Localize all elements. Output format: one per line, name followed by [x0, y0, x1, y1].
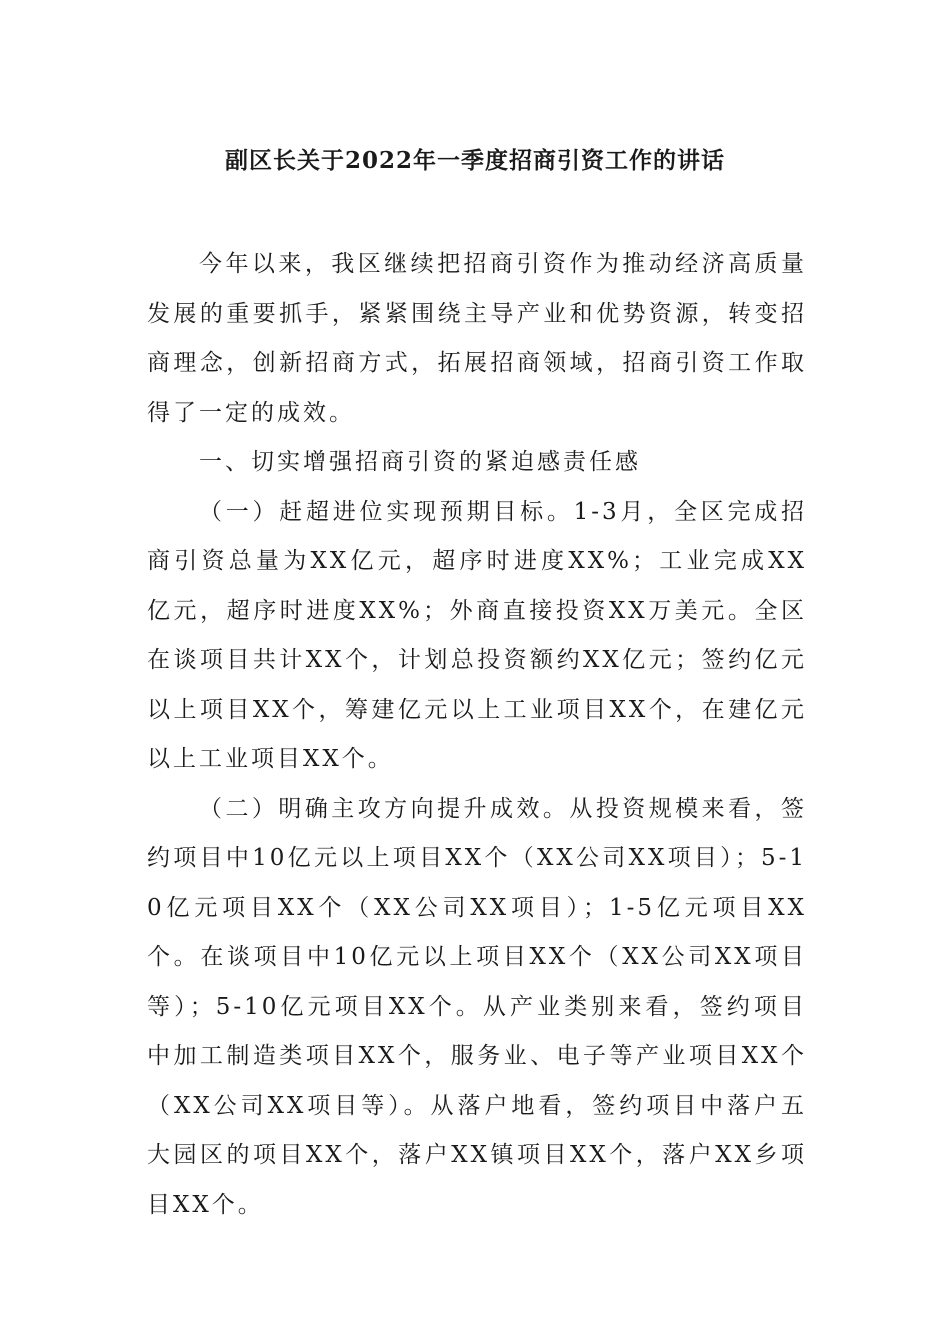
paragraph-subsection-1: （一）赶超进位实现预期目标。1-3月，全区完成招商引资总量为XX亿元，超序时进度XX%；工业完成XX亿元，超序时进度XX%；外商直接投资XX万美元。全区在谈项目共计XX个，计划总投资额约XX亿元；签约亿元以上项目XX个，筹建亿元以上工业项目XX个，在建亿元以上工业项目XX个。 — [147, 498, 807, 772]
section-heading-1: 一、切实增强招商引资的紧迫感责任感 — [199, 449, 641, 475]
document-title: 副区长关于2022年一季度招商引资工作的讲话 — [224, 147, 725, 174]
paragraph-intro: 今年以来，我区继续把招商引资作为推动经济高质量发展的重要抓手，紧紧围绕主导产业和优势资源，转变招商理念，创新招商方式，拓展招商领域，招商引资工作取得了一定的成效。 — [147, 251, 807, 426]
document-body — [147, 240, 807, 1230]
paragraph-subsection-2: （二）明确主攻方向提升成效。从投资规模来看，签约项目中10亿元以上项目XX个（XX公司XX项目）；5-10亿元项目XX个（XX公司XX项目）；1-5亿元项目XX个。在谈项目中10亿元以上项目XX个（XX公司XX项目等）；5-10亿元项目XX个。从产业类别来看，签约项目中加工制造类项目XX个，服务业、电子等产业项目XX个（XX公司XX项目等）。从落户地看，签约项目中落户五大园区的项目XX个，落户XX镇项目XX个，落户XX乡项目XX个。 — [147, 795, 807, 1218]
